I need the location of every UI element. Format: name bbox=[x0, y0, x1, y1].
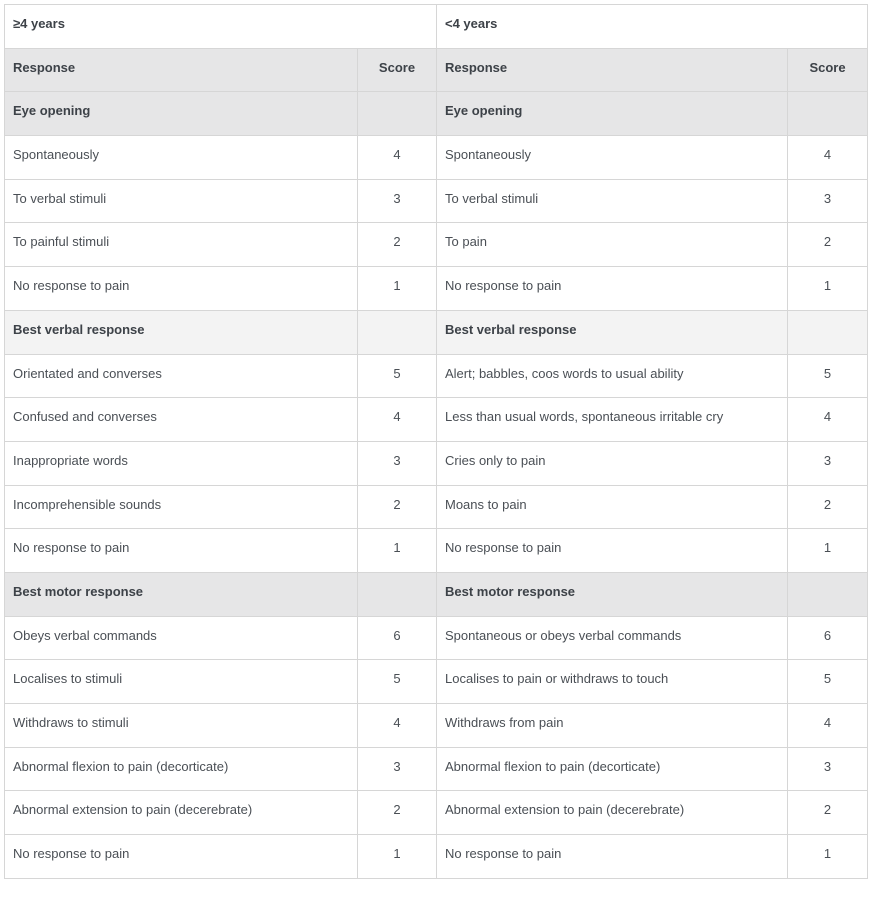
age-header-left: ≥4 years bbox=[5, 5, 437, 49]
score-left: 1 bbox=[358, 835, 437, 879]
response-left: Withdraws to stimuli bbox=[5, 704, 358, 748]
response-right: To verbal stimuli bbox=[437, 179, 788, 223]
column-header-row bbox=[5, 48, 868, 92]
response-right: Alert; babbles, coos words to usual ability bbox=[437, 354, 788, 398]
score-left: 5 bbox=[358, 660, 437, 704]
column-header-score-left: Score bbox=[358, 48, 437, 92]
score-left: 5 bbox=[358, 354, 437, 398]
score-left: 2 bbox=[358, 223, 437, 267]
response-left: No response to pain bbox=[5, 267, 358, 311]
score-right: 4 bbox=[788, 136, 868, 180]
response-left: Obeys verbal commands bbox=[5, 616, 358, 660]
table-row bbox=[5, 398, 868, 442]
column-header-score-right: Score bbox=[788, 48, 868, 92]
response-left: Spontaneously bbox=[5, 136, 358, 180]
score-left: 4 bbox=[358, 704, 437, 748]
section-score-empty bbox=[788, 92, 868, 136]
score-left: 3 bbox=[358, 179, 437, 223]
score-right: 2 bbox=[788, 485, 868, 529]
section-title-right: Best motor response bbox=[437, 572, 788, 616]
section-title-left: Best motor response bbox=[5, 572, 358, 616]
response-right: Localises to pain or withdraws to touch bbox=[437, 660, 788, 704]
section-header-row bbox=[5, 572, 868, 616]
section-score-empty bbox=[788, 572, 868, 616]
table-row bbox=[5, 835, 868, 879]
score-right: 1 bbox=[788, 835, 868, 879]
table-row bbox=[5, 354, 868, 398]
response-left: Abnormal flexion to pain (decorticate) bbox=[5, 747, 358, 791]
response-right: No response to pain bbox=[437, 267, 788, 311]
response-left: Incomprehensible sounds bbox=[5, 485, 358, 529]
response-left: Localises to stimuli bbox=[5, 660, 358, 704]
response-left: Confused and converses bbox=[5, 398, 358, 442]
response-right: Less than usual words, spontaneous irritable cry bbox=[437, 398, 788, 442]
score-right: 1 bbox=[788, 267, 868, 311]
response-left: To painful stimuli bbox=[5, 223, 358, 267]
table-row bbox=[5, 704, 868, 748]
score-right: 2 bbox=[788, 791, 868, 835]
table-row bbox=[5, 747, 868, 791]
section-score-empty bbox=[358, 572, 437, 616]
section-header-row bbox=[5, 310, 868, 354]
response-left: Abnormal extension to pain (decerebrate) bbox=[5, 791, 358, 835]
table-row bbox=[5, 179, 868, 223]
score-right: 3 bbox=[788, 747, 868, 791]
score-right: 3 bbox=[788, 441, 868, 485]
column-header-response-left: Response bbox=[5, 48, 358, 92]
section-score-empty bbox=[358, 310, 437, 354]
table-row bbox=[5, 616, 868, 660]
section-header-row bbox=[5, 92, 868, 136]
score-left: 3 bbox=[358, 747, 437, 791]
table-row bbox=[5, 529, 868, 573]
score-right: 3 bbox=[788, 179, 868, 223]
table-row bbox=[5, 485, 868, 529]
response-left: No response to pain bbox=[5, 835, 358, 879]
score-right: 5 bbox=[788, 660, 868, 704]
response-right: Moans to pain bbox=[437, 485, 788, 529]
response-right: Spontaneous or obeys verbal commands bbox=[437, 616, 788, 660]
score-right: 2 bbox=[788, 223, 868, 267]
table-row bbox=[5, 136, 868, 180]
score-left: 2 bbox=[358, 485, 437, 529]
response-right: Abnormal extension to pain (decerebrate) bbox=[437, 791, 788, 835]
score-right: 4 bbox=[788, 704, 868, 748]
score-right: 6 bbox=[788, 616, 868, 660]
score-left: 2 bbox=[358, 791, 437, 835]
score-right: 1 bbox=[788, 529, 868, 573]
glasgow-coma-scale-table bbox=[4, 4, 868, 879]
table-row bbox=[5, 441, 868, 485]
table-row bbox=[5, 223, 868, 267]
section-score-empty bbox=[358, 92, 437, 136]
response-right: Cries only to pain bbox=[437, 441, 788, 485]
section-title-left: Eye opening bbox=[5, 92, 358, 136]
table-row bbox=[5, 660, 868, 704]
score-right: 5 bbox=[788, 354, 868, 398]
column-header-response-right: Response bbox=[437, 48, 788, 92]
response-right: Spontaneously bbox=[437, 136, 788, 180]
score-left: 3 bbox=[358, 441, 437, 485]
table-row bbox=[5, 791, 868, 835]
age-header-right: <4 years bbox=[437, 5, 868, 49]
age-header-row bbox=[5, 5, 868, 49]
section-title-right: Best verbal response bbox=[437, 310, 788, 354]
score-right: 4 bbox=[788, 398, 868, 442]
score-left: 4 bbox=[358, 136, 437, 180]
response-right: Abnormal flexion to pain (decorticate) bbox=[437, 747, 788, 791]
response-right: No response to pain bbox=[437, 529, 788, 573]
response-left: Orientated and converses bbox=[5, 354, 358, 398]
response-right: To pain bbox=[437, 223, 788, 267]
score-left: 1 bbox=[358, 267, 437, 311]
score-left: 4 bbox=[358, 398, 437, 442]
section-title-left: Best verbal response bbox=[5, 310, 358, 354]
response-left: No response to pain bbox=[5, 529, 358, 573]
section-title-right: Eye opening bbox=[437, 92, 788, 136]
response-left: To verbal stimuli bbox=[5, 179, 358, 223]
response-right: No response to pain bbox=[437, 835, 788, 879]
response-right: Withdraws from pain bbox=[437, 704, 788, 748]
table-row bbox=[5, 267, 868, 311]
response-left: Inappropriate words bbox=[5, 441, 358, 485]
score-left: 6 bbox=[358, 616, 437, 660]
score-left: 1 bbox=[358, 529, 437, 573]
table-body bbox=[5, 5, 868, 879]
section-score-empty bbox=[788, 310, 868, 354]
